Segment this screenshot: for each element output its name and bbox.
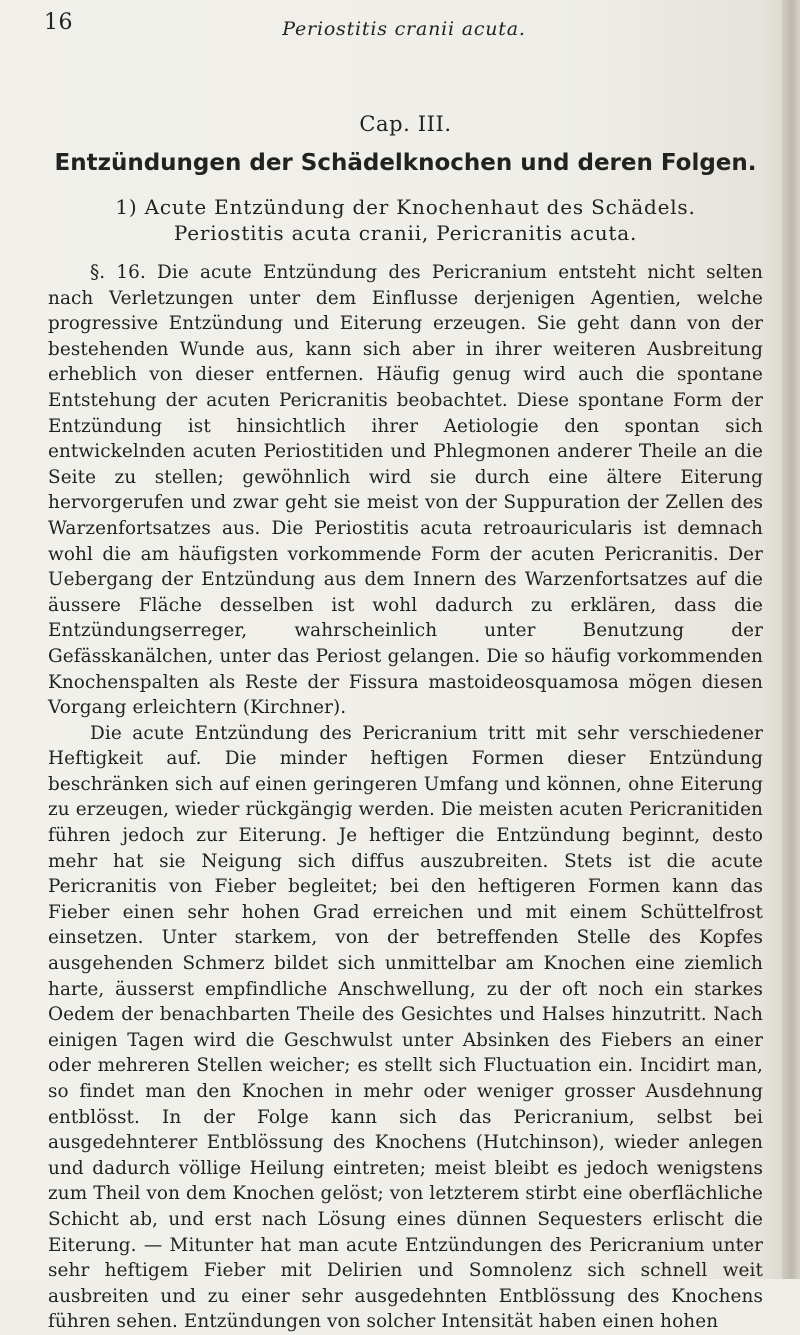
page-header [44, 10, 764, 50]
chapter-title: Entzündungen der Schädelknochen und deren Folgen. [54, 150, 757, 176]
binding-edge [782, 0, 800, 1279]
section-title: 1) Acute Entzündung der Knochenhaut des Schädels. [115, 195, 696, 219]
page-number: 16 [44, 10, 73, 35]
paragraph-1: §. 16. Die acute Entzündung des Pericranium entsteht nicht selten nach Verletzungen unter dem Einflusse derjenigen Agentien, welche progressive Entzündung und Eiterung erzeugen. Sie geht dann von der bestehenden Wunde aus, kann sich aber in ihrer weiteren Ausbreitung erheblich von dieser entfernen. Häufig genug wird auch die spontane Entstehung der acuten Pericranitis beobachtet. Diese spontane Form der Entzündung ist hinsichtlich ihrer Aetiologie den spontan sich entwickelnden acuten Periostitiden und Phlegmonen anderer Theile an die Seite zu stellen; gewöhnlich wird sie durch eine ältere Eiterung hervorgerufen und zwar geht sie meist von der Suppuration der Zellen des Warzenfortsatzes aus. Die Periostitis acuta retroauricularis ist demnach wohl die am häufigsten vorkommende Form der acuten Pericranitis. Der Uebergang der Entzündung aus dem Innern des Warzenfortsatzes auf die äussere Fläche desselben ist wohl dadurch zu erklären, dass die Entzündungserreger, wahrscheinlich unter Benutzung der Gefässkanälchen, unter das Periost gelangen. Die so häufig vorkommenden Knochenspalten als Reste der Fissura mastoideosquamosa mögen diesen Vorgang erleichtern (Kirchner). [48, 262, 763, 719]
page-content [48, 112, 763, 1335]
running-title: Periostitis cranii acuta. [282, 18, 526, 40]
section-subtitle: Periostitis acuta cranii, Pericranitis acuta. [173, 221, 638, 245]
paragraph-2: Die acute Entzündung des Pericranium tritt mit sehr verschiedener Heftigkeit auf. Die minder heftigen Formen dieser Entzündung beschränken sich auf einen geringeren Umfang und können, ohne Eiterung zu erzeugen, wieder rückgängig werden. Die meisten acuten Pericranitiden führen jedoch zur Eiterung. Je heftiger die Entzündung beginnt, desto mehr hat sie Neigung sich diffus auszubreiten. Stets ist die acute Pericranitis von Fieber begleitet; bei den heftigeren Formen kann das Fieber einen sehr hohen Grad erreichen und mit einem Schüttelfrost einsetzen. Unter starkem, von der betreffenden Stelle des Kopfes ausgehenden Schmerz bildet sich unmittelbar am Knochen eine ziemlich harte, äusserst empfindliche Anschwellung, zu der oft noch ein starkes Oedem der benachbarten Theile des Gesichtes und Halses hinzutritt. Nach einigen Tagen wird die Geschwulst unter Absinken des Fiebers an einer oder mehreren Stellen weicher; es stellt sich Fluctuation ein. Incidirt man, so findet man den Knochen in mehr oder weniger grosser Ausdehnung entblösst. In der Folge kann sich das Pericranium, selbst bei ausgedehnterer Entblössung des Knochens (Hutchinson), wieder anlegen und dadurch völlige Heilung eintreten; meist bleibt es jedoch wenigstens zum Theil von dem Knochen gelöst; von letzterem stirbt eine oberflächliche Schicht ab, und erst nach Lösung eines dünnen Sequesters erlischt die Eiterung. — Mitunter hat man acute Entzündungen des Pericranium unter sehr heftigem Fieber mit Delirien und Somnolenz sich schnell weit ausbreiten und zu einer sehr ausgedehnten Entblössung des Knochens führen sehen. Entzündungen von solcher Intensität haben einen hohen [48, 722, 763, 1333]
chapter-label: Cap. III. [359, 112, 452, 136]
section-heading [48, 194, 763, 246]
